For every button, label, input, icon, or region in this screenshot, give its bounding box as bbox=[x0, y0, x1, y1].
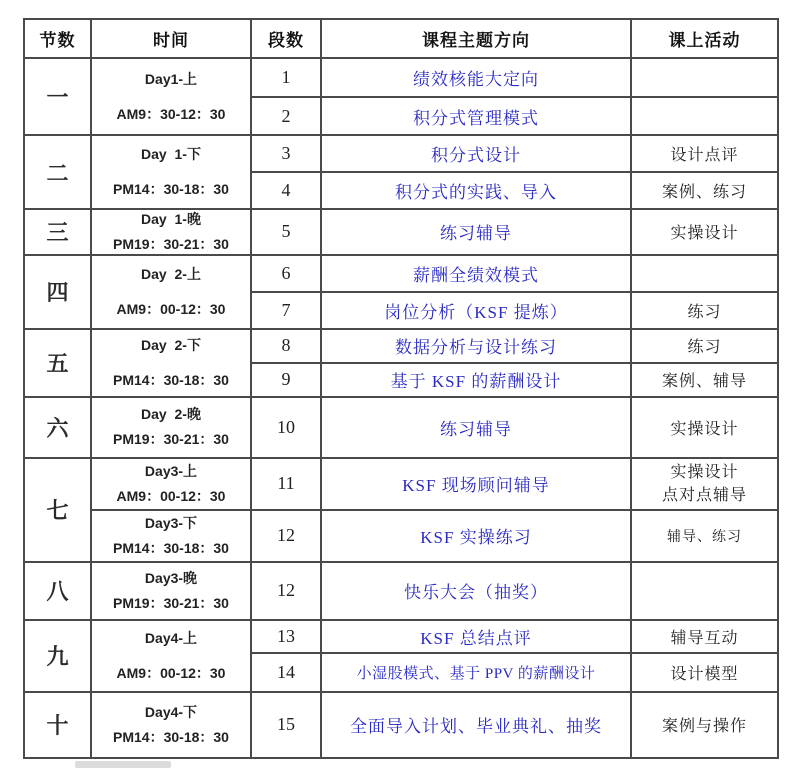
time-day: Day3-下 bbox=[144, 514, 198, 531]
course-topic: 数据分析与设计练习 bbox=[321, 329, 631, 363]
course-schedule-table bbox=[23, 18, 779, 759]
time-day: Day 2-下 bbox=[141, 336, 201, 353]
segment-number: 1 bbox=[251, 58, 321, 97]
class-activity: 辅导、练习 bbox=[631, 510, 778, 562]
session-number: 九 bbox=[24, 620, 91, 692]
class-activity: 设计点评 bbox=[631, 135, 778, 172]
table-row bbox=[24, 135, 778, 172]
segment-number: 15 bbox=[251, 692, 321, 758]
time-range: PM14：30-18：30 bbox=[113, 371, 229, 388]
time-range: PM14：30-18：30 bbox=[113, 539, 229, 556]
class-activity: 练习 bbox=[631, 292, 778, 329]
class-activity: 案例、练习 bbox=[631, 172, 778, 209]
segment-number: 12 bbox=[251, 562, 321, 620]
time-cell bbox=[91, 397, 251, 458]
class-activity bbox=[631, 58, 778, 97]
header-segment: 段数 bbox=[251, 19, 321, 58]
time-range: PM19：30-21：30 bbox=[113, 235, 229, 252]
class-activity bbox=[631, 562, 778, 620]
time-cell bbox=[91, 620, 251, 692]
class-activity: 实操设计 bbox=[631, 397, 778, 458]
time-range: AM9：00-12：30 bbox=[116, 664, 226, 681]
bottom-cutoff-artifact bbox=[75, 761, 171, 768]
class-activity: 案例与操作 bbox=[631, 692, 778, 758]
class-activity: 设计模型 bbox=[631, 653, 778, 692]
table-row bbox=[24, 397, 778, 458]
course-topic: 基于 KSF 的薪酬设计 bbox=[321, 363, 631, 397]
session-number: 八 bbox=[24, 562, 91, 620]
time-day: Day4-下 bbox=[144, 703, 198, 720]
time-cell bbox=[91, 510, 251, 562]
time-day: Day 1-下 bbox=[141, 146, 201, 163]
session-number: 二 bbox=[24, 135, 91, 209]
course-topic: 岗位分析（KSF 提炼） bbox=[321, 292, 631, 329]
time-cell bbox=[91, 255, 251, 329]
time-day: Day 2-晚 bbox=[141, 406, 201, 423]
time-cell bbox=[91, 562, 251, 620]
header-session: 节数 bbox=[24, 19, 91, 58]
table-row bbox=[24, 620, 778, 653]
course-topic: 绩效核能大定向 bbox=[321, 58, 631, 97]
time-range: AM9：30-12：30 bbox=[116, 105, 226, 122]
time-range: PM14：30-18：30 bbox=[113, 728, 229, 745]
activity-line: 点对点辅导 bbox=[661, 486, 747, 504]
time-cell bbox=[91, 209, 251, 255]
segment-number: 14 bbox=[251, 653, 321, 692]
table-row bbox=[24, 510, 778, 562]
time-day: Day4-上 bbox=[144, 629, 198, 646]
course-topic: 积分式的实践、导入 bbox=[321, 172, 631, 209]
session-number: 一 bbox=[24, 58, 91, 135]
course-topic: 快乐大会（抽奖） bbox=[321, 562, 631, 620]
header-topic: 课程主题方向 bbox=[321, 19, 631, 58]
time-day: Day1-上 bbox=[144, 70, 198, 87]
session-number: 六 bbox=[24, 397, 91, 458]
time-day: Day3-晚 bbox=[144, 569, 198, 586]
class-activity bbox=[631, 458, 778, 510]
session-number: 四 bbox=[24, 255, 91, 329]
session-number: 五 bbox=[24, 329, 91, 397]
time-day: Day 1-晚 bbox=[141, 211, 201, 227]
table-row bbox=[24, 209, 778, 255]
segment-number: 6 bbox=[251, 255, 321, 292]
time-range: AM9：00-12：30 bbox=[116, 487, 226, 504]
segment-number: 13 bbox=[251, 620, 321, 653]
segment-number: 5 bbox=[251, 209, 321, 255]
course-topic: 积分式管理模式 bbox=[321, 97, 631, 135]
time-range: PM19：30-21：30 bbox=[113, 594, 229, 611]
segment-number: 8 bbox=[251, 329, 321, 363]
table-row bbox=[24, 692, 778, 758]
class-activity: 练习 bbox=[631, 329, 778, 363]
segment-number: 4 bbox=[251, 172, 321, 209]
class-activity bbox=[631, 255, 778, 292]
class-activity: 辅导互动 bbox=[631, 620, 778, 653]
segment-number: 10 bbox=[251, 397, 321, 458]
activity-line: 实操设计 bbox=[670, 463, 739, 481]
segment-number: 12 bbox=[251, 510, 321, 562]
time-cell bbox=[91, 58, 251, 135]
table-row bbox=[24, 58, 778, 97]
table-row bbox=[24, 562, 778, 620]
course-topic: 练习辅导 bbox=[321, 209, 631, 255]
course-topic: 薪酬全绩效模式 bbox=[321, 255, 631, 292]
class-activity bbox=[631, 97, 778, 135]
segment-number: 3 bbox=[251, 135, 321, 172]
header-activity: 课上活动 bbox=[631, 19, 778, 58]
segment-number: 2 bbox=[251, 97, 321, 135]
segment-number: 11 bbox=[251, 458, 321, 510]
course-topic: 练习辅导 bbox=[321, 397, 631, 458]
time-cell bbox=[91, 329, 251, 397]
course-topic: 积分式设计 bbox=[321, 135, 631, 172]
course-topic: 全面导入计划、毕业典礼、抽奖 bbox=[321, 692, 631, 758]
table-row bbox=[24, 255, 778, 292]
time-cell bbox=[91, 692, 251, 758]
session-number: 七 bbox=[24, 458, 91, 562]
header-row bbox=[24, 19, 778, 58]
course-topic: KSF 实操练习 bbox=[321, 510, 631, 562]
session-number: 十 bbox=[24, 692, 91, 758]
segment-number: 9 bbox=[251, 363, 321, 397]
time-cell bbox=[91, 135, 251, 209]
time-day: Day3-上 bbox=[144, 462, 198, 479]
time-range: PM19：30-21：30 bbox=[113, 431, 229, 448]
segment-number: 7 bbox=[251, 292, 321, 329]
time-range: AM9：00-12：30 bbox=[116, 300, 226, 317]
course-topic: 小湿股模式、基于 PPV 的薪酬设计 bbox=[321, 653, 631, 692]
course-topic: KSF 现场顾问辅导 bbox=[321, 458, 631, 510]
time-day: Day 2-上 bbox=[141, 265, 201, 282]
header-time: 时间 bbox=[91, 19, 251, 58]
table-row bbox=[24, 458, 778, 510]
class-activity: 案例、辅导 bbox=[631, 363, 778, 397]
course-topic: KSF 总结点评 bbox=[321, 620, 631, 653]
class-activity: 实操设计 bbox=[631, 209, 778, 255]
table-row bbox=[24, 329, 778, 363]
time-range: PM14：30-18：30 bbox=[113, 181, 229, 197]
session-number: 三 bbox=[24, 209, 91, 255]
time-cell bbox=[91, 458, 251, 510]
